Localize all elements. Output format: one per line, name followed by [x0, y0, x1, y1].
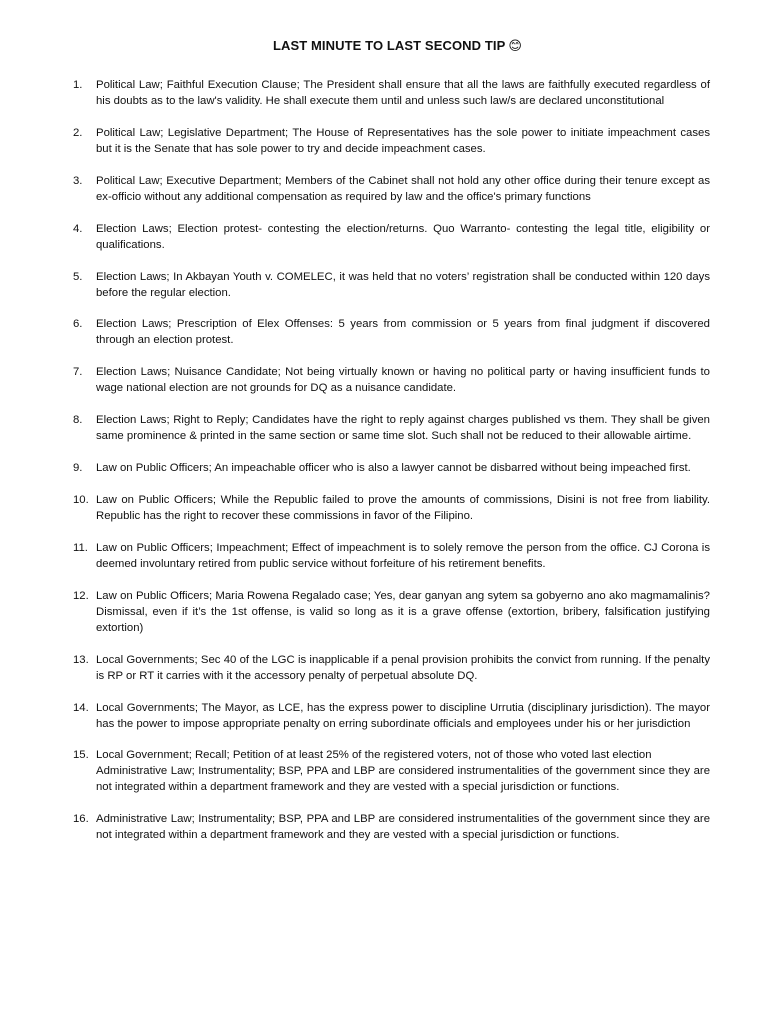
item-text	[96, 364, 710, 396]
item-number: 6.	[73, 318, 83, 331]
item-paragraph: Local Governments; Sec 40 of the LGC is inapplicable if a penal provision prohibits the convict from running. If the penalty is RP or RT it carries with it the accessory penalty of perpetual absolute DQ.	[96, 653, 710, 682]
item-paragraph: Law on Public Officers; Impeachment; Effect of impeachment is to solely remove the person from the office. CJ Corona is deemed involuntary retired from public service without forfeiture of his retirement benefits.	[96, 541, 710, 570]
item-paragraph: Political Law; Executive Department; Members of the Cabinet shall not hold any other office during their tenure except as ex-officio without any additional compensation as required by law and the office's primary functions	[96, 174, 710, 203]
item-text	[96, 540, 710, 572]
smile-emoji-icon: 😊	[508, 38, 523, 53]
list-item	[73, 811, 710, 843]
item-paragraph: Election Laws; Right to Reply; Candidates have the right to reply against charges published vs them. They shall be given same prominence & printed in the same section or same time slot. Such shall not be reduced to their allowable airtime.	[96, 414, 710, 443]
list-item	[73, 588, 710, 636]
list-item	[73, 460, 710, 476]
list-item	[73, 747, 710, 795]
list-item	[73, 221, 710, 253]
item-paragraph: Law on Public Officers; Maria Rowena Regalado case; Yes, dear ganyan ang sytem sa gobyerno ano ako magmamalinis? Dismissal, even if it’s the 1st offense, is valid so long as it is a grave offense (extortion, bribery, falsification justifying extortion)	[96, 589, 710, 634]
item-text	[96, 173, 710, 205]
item-text	[96, 412, 710, 444]
list-item	[73, 364, 710, 396]
item-text	[96, 269, 710, 301]
item-number: 10.	[73, 494, 89, 507]
item-number: 3.	[73, 174, 83, 187]
list-item	[73, 77, 710, 109]
item-number: 1.	[73, 79, 83, 91]
item-paragraph: Law on Public Officers; While the Republic failed to prove the amounts of commissions, Disini is not free from liability. Republic has the right to recover these commissions in favor of the Filipino.	[96, 494, 710, 523]
item-number: 11.	[73, 541, 88, 554]
item-number: 12.	[73, 589, 89, 602]
item-paragraph: Election Laws; Prescription of Elex Offenses: 5 years from commission or 5 years from final judgment if discovered through an election protest.	[96, 318, 710, 347]
item-paragraph: Administrative Law; Instrumentality; BSP, PPA and LBP are considered instrumentalities of the government since they are not integrated within a department framework and they are vested with a special jurisdiction or functions.	[96, 813, 710, 842]
list-item	[73, 269, 710, 301]
list-item	[73, 125, 710, 157]
item-number: 14.	[73, 701, 89, 714]
list-item	[73, 316, 710, 348]
item-text	[96, 316, 710, 348]
item-paragraph: Political Law; Legislative Department; The House of Representatives has the sole power to initiate impeachment cases but it is the Senate that has sole power to try and decide impeachment cases.	[96, 126, 710, 155]
item-number: 13.	[73, 653, 89, 666]
tips-list	[73, 77, 710, 843]
list-item	[73, 173, 710, 205]
item-text	[96, 77, 710, 109]
item-text	[96, 652, 710, 684]
item-text	[96, 460, 710, 476]
item-number: 16.	[73, 813, 89, 826]
item-number: 15.	[73, 749, 89, 762]
item-paragraph: Political Law; Faithful Execution Clause; The President shall ensure that all the laws are faithfully executed regardless of his doubts as to the law's validity. He shall execute them until and unless such law/s are declared unconstitutional	[96, 79, 710, 107]
list-item	[73, 652, 710, 684]
item-paragraph: Law on Public Officers; An impeachable officer who is also a lawyer cannot be disbarred without being impeached first.	[96, 462, 691, 475]
item-paragraph: Local Government; Recall; Petition of at least 25% of the registered voters, not of those who voted last election	[96, 749, 652, 762]
item-paragraph: Election Laws; Nuisance Candidate; Not being virtually known or having no political party or having insufficient funds to wage national election are not grounds for DQ as a nuisance candidate.	[96, 366, 710, 395]
item-paragraph: Administrative Law; Instrumentality; BSP, PPA and LBP are considered instrumentalities of the government since they are not integrated within a department framework and they are vested with a special jurisdiction or functions.	[96, 765, 710, 794]
item-text	[96, 700, 710, 732]
list-item	[73, 540, 710, 572]
item-text	[96, 811, 710, 843]
list-item	[73, 492, 710, 524]
item-number: 8.	[73, 414, 83, 427]
item-paragraph: Election Laws; In Akbayan Youth v. COMELEC, it was held that no voters’ registration shall be conducted within 120 days before the regular election.	[96, 270, 710, 299]
item-number: 2.	[73, 126, 83, 139]
document-title: LAST MINUTE TO LAST SECOND TIP	[272, 38, 506, 53]
item-text	[96, 221, 710, 253]
item-paragraph: Election Laws; Election protest- contesting the election/returns. Quo Warranto- contesting the legal title, eligibility or qualifications.	[96, 222, 710, 251]
list-item	[73, 700, 710, 732]
item-text	[96, 588, 710, 636]
item-text	[96, 492, 710, 524]
item-number: 4.	[73, 222, 83, 235]
item-number: 5.	[73, 270, 83, 283]
document-title-line	[73, 38, 710, 54]
item-paragraph: Local Governments; The Mayor, as LCE, has the express power to discipline Urrutia (disciplinary jurisdiction). The mayor has the power to impose appropriate penalty on erring subordinate officials and employees under his or her jurisdiction	[96, 701, 710, 730]
item-number: 7.	[73, 366, 83, 379]
item-text	[96, 125, 710, 157]
list-item	[73, 412, 710, 444]
item-number: 9.	[73, 462, 83, 475]
item-text	[96, 747, 710, 795]
